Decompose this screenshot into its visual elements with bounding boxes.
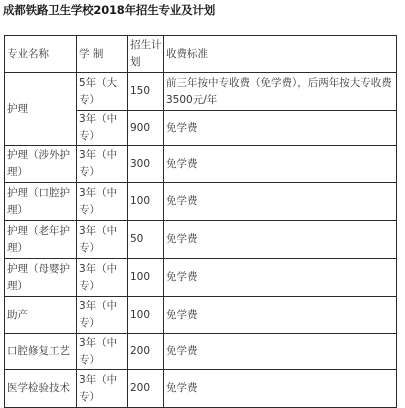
cell-fee: 免学费: [164, 146, 397, 183]
cell-fee: 免学费: [164, 111, 397, 146]
cell-quota: 100: [128, 297, 164, 334]
cell-major: 口腔修复工艺: [5, 334, 77, 370]
cell-duration: 3年（中专）: [77, 297, 128, 334]
page-title: 成都铁路卫生学校2018年招生专业及计划: [3, 3, 216, 17]
cell-quota: 100: [128, 183, 164, 221]
cell-duration: 3年（中专）: [77, 259, 128, 297]
cell-major: 护理: [5, 73, 77, 146]
cell-fee: 免学费: [164, 259, 397, 297]
cell-major: 护理（口腔护理）: [5, 183, 77, 221]
table-row: [5, 297, 397, 334]
cell-duration: 3年（中专）: [77, 370, 128, 408]
cell-fee: 免学费: [164, 370, 397, 408]
header-major: 专业名称: [5, 36, 77, 73]
cell-major: 护理（涉外护理）: [5, 146, 77, 183]
cell-duration: 3年（中专）: [77, 221, 128, 259]
table-row: [5, 146, 397, 183]
cell-major: 医学检验技术: [5, 370, 77, 408]
cell-quota: 300: [128, 146, 164, 183]
enrollment-plan-table: [4, 35, 397, 408]
cell-major: 护理（母婴护理）: [5, 259, 77, 297]
table-row: [5, 221, 397, 259]
cell-major: 护理（老年护理）: [5, 221, 77, 259]
cell-duration: 3年（中专）: [77, 183, 128, 221]
cell-quota: 100: [128, 259, 164, 297]
cell-fee: 前三年按中专收费（免学费），后两年按大专收费3500元/年: [164, 73, 397, 111]
cell-fee: 免学费: [164, 183, 397, 221]
header-quota: 招生计划: [128, 36, 164, 73]
cell-quota: 200: [128, 370, 164, 408]
cell-quota: 50: [128, 221, 164, 259]
header-duration: 学 制: [77, 36, 128, 73]
table-row: [5, 370, 397, 408]
cell-duration: 3年（中专）: [77, 111, 128, 146]
cell-duration: 3年（中专）: [77, 334, 128, 370]
cell-fee: 免学费: [164, 221, 397, 259]
cell-fee: 免学费: [164, 334, 397, 370]
table-row: [5, 334, 397, 370]
cell-fee: 免学费: [164, 297, 397, 334]
table-row: [5, 183, 397, 221]
table-row: [5, 259, 397, 297]
table-header-row: [5, 36, 397, 73]
table-row: [5, 73, 397, 111]
cell-duration: 5年（大专）: [77, 73, 128, 111]
cell-quota: 150: [128, 73, 164, 111]
cell-duration: 3年（中专）: [77, 146, 128, 183]
header-fee: 收费标准: [164, 36, 397, 73]
cell-quota: 900: [128, 111, 164, 146]
cell-quota: 200: [128, 334, 164, 370]
cell-major: 助产: [5, 297, 77, 334]
